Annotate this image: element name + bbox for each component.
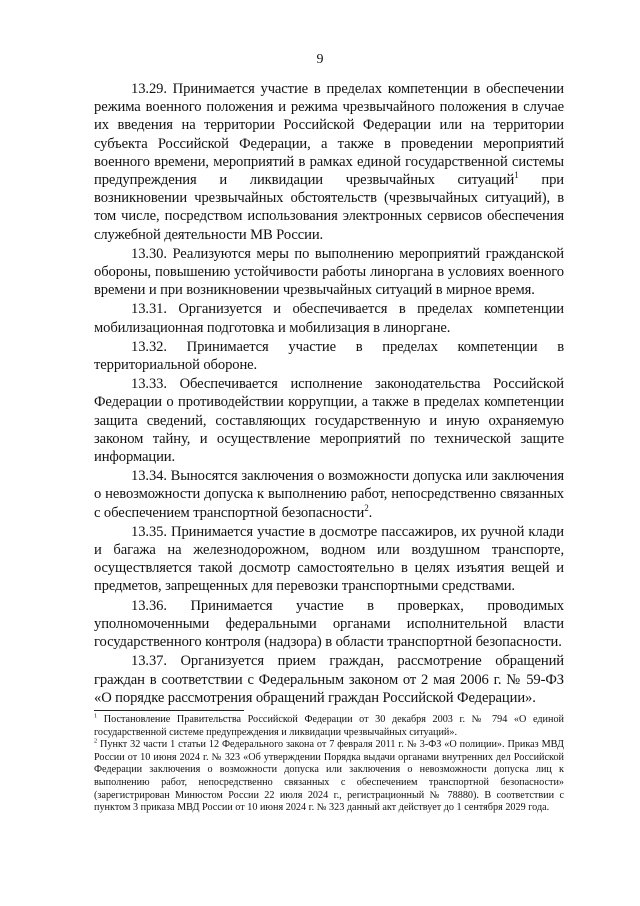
paragraph-13-37 [94, 652, 564, 707]
paragraph-text: 13.30. Реализуются меры по выполнению мероприятий гражданской обороны, повышению устойчивости работы линоргана в условиях военного времени и при возникновении чрезвычайных ситуаций в мирное время. [94, 245, 564, 299]
footnote-marker: 2 [94, 737, 98, 745]
footnote-ref: 1 [514, 170, 519, 181]
paragraph-text: 13.33. Обеспечивается исполнение законодательства Российской Федерации о противодействии коррупции, а также в пределах компетенции защита сведений, составляющих государственную и иную охраняемую законом тайну, и осуществление мероприятий по технической защите информации. [94, 376, 564, 466]
paragraph-text: 13.37. Организуется прием граждан, рассмотрение обращений граждан в соответствии с Федеральным законом от 2 мая 2006 г. № 59-ФЗ «О порядке рассмотрения обращений граждан Российской Федерации». [94, 653, 564, 706]
paragraph-13-30 [94, 245, 564, 300]
paragraph-text: . [368, 504, 373, 521]
paragraph-13-29 [94, 80, 564, 244]
paragraph-text: 13.36. Принимается участие в проверках, проводимых уполномоченными федеральными органами исполнительной власти государственного контроля (надзора) в области транспортной безопасности. [94, 597, 564, 651]
footnote-1 [94, 714, 564, 739]
paragraph-13-31 [94, 300, 564, 336]
paragraph-text: 13.31. Организуется и обеспечивается в пределах компетенции мобилизационная подготовка и мобилизация в линоргане. [94, 301, 564, 336]
footnote-marker: 1 [94, 712, 98, 720]
footnotes [94, 714, 564, 815]
paragraph-text: 13.35. Принимается участие в досмотре пассажиров, их ручной клади и багажа на железнодорожном, водном или воздушном транспорте, осуществляется такой досмотр самостоятельно в целях изъятия вещей и предметов, запрещенных для перевозки транспортными средствами. [94, 523, 564, 595]
footnote-text: Пункт 32 части 1 статьи 12 Федерального закона от 7 февраля 2011 г. № 3-ФЗ «О полиции». Приказ МВД России от 10 июня 2024 г. № 323 «Об утверждении Порядка выдачи органами внутренних дел Российской Федерации заключения о возможности допуска или заключения о невозможности допуска лиц к выполнению работ, непосредственно связанных с обеспечением транспортной безопасности» (зарегистрирован Минюстом России 22 июля 2024 г., регистрационный № 78880). В соответствии с пунктом 3 приказа МВД России от 10 июня 2024 г. № 323 данный акт действует до 1 сентября 2029 года. [94, 739, 564, 814]
paragraph-13-35 [94, 523, 564, 596]
paragraph-13-34 [94, 467, 564, 522]
paragraph-text: 13.29. Принимается участие в пределах компетенции в обеспечении режима военного положения и режима чрезвычайного положения в случае их введения на территории Российской Федерации или на территории субъекта Российской Федерации, а также в проведении мероприятий военного времени, мероприятий в рамках единой государственной системы предупреждения и ликвидации чрезвычайных ситуаций [94, 81, 564, 189]
page-number: 9 [316, 52, 324, 67]
paragraph-text: при возникновении чрезвычайных обстоятельств (чрезвычайных ситуаций), в том числе, посредством использования электронных сервисов обеспечения служебной деятельности МВ России. [94, 172, 564, 243]
footnote-ref: 2 [364, 502, 369, 513]
footnote-divider [94, 710, 244, 711]
document-body [94, 80, 564, 707]
paragraph-13-32 [94, 338, 564, 374]
paragraph-text: 13.32. Принимается участие в пределах компетенции в территориальной обороне. [94, 338, 564, 374]
footnote-text: Постановление Правительства Российской Федерации от 30 декабря 2003 г. № 794 «О единой государственной системе предупреждения и ликвидации чрезвычайных ситуаций». [94, 714, 564, 738]
paragraph-text: 13.34. Выносятся заключения о возможности допуска или заключения о невозможности допуска к выполнению работ, непосредственно связанных с обеспечением транспортной безопасности [94, 468, 564, 521]
footnote-2 [94, 739, 564, 815]
paragraph-13-33 [94, 375, 564, 466]
paragraph-13-36 [94, 597, 564, 652]
